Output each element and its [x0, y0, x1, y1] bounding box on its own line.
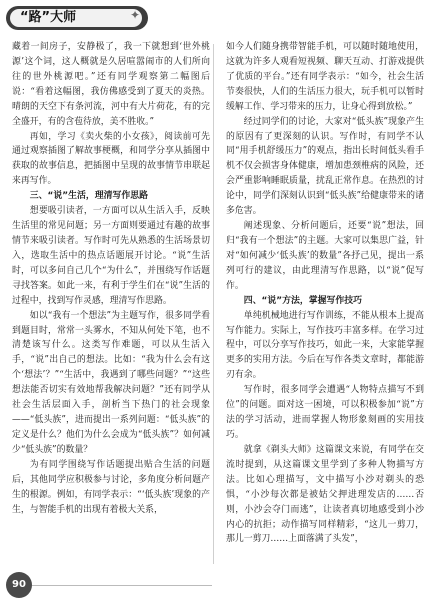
body-paragraph: 如今人们随身携带智能手机，可以随时随地使用，这就为许多人观看短视频、聊天互动、打游戏提供了优质的平台。”还有同学表示：“如今，社会生活节奏很快，人们的生活压力很大，玩手机可以暂时缓解工作、学习带来的压力，让身心得到放松。” — [226, 42, 424, 112]
body-paragraph: 如以“我有一个想法”为主题写作，很多同学看到题目时，常常一头雾水，不知从何处下笔，也不清楚该写什么。这类写作难题，可以从生活入手，“说”出自己的想法。比如：“我为什么会有这个‘想法’？”“生活中，我遇到了哪些问题？”“这些想法能否切实有效地帮我解决问题？”还有同学从社会生活层面入手，剖析当下热门的社会现象——“低头族”，进而提出一系列问题：“低头族”的定义是什么？他们为什么会成为“低头族”？如何减少“低头族”的数量？ — [12, 310, 210, 455]
page-number: 90 — [6, 572, 32, 598]
footer-rule — [32, 585, 212, 586]
right-text-column — [226, 40, 424, 547]
left-text-column — [12, 40, 210, 518]
body-paragraph: 写作时，很多同学会遭遇“人物特点描写不到位”的问题。面对这一困境，可以积极参加“说”方法的学习活动，进而掌握人物形象刻画的实用技巧。 — [226, 385, 424, 440]
body-paragraph: 就拿《剃头大师》这篇课文来说，有同学在交流时提到，从这篇课文里学到了多种人物描写方法。比如心理描写，文中描写小沙对剃头的恐惧，“小沙每次都是被姑父押进理发店的……否则，小沙会夺门而逃”，让读者真切地感受到小沙内心的抗拒；动作描写同样精彩，“这儿一剪刀，那儿一剪刀……上面落满了头发”， — [226, 444, 424, 545]
star-icon: ✦ — [129, 8, 140, 22]
section-heading: 三、“说”生活，理清写作思路 — [29, 191, 148, 202]
body-paragraph: 单纯机械地进行写作训练，不能从根本上提高写作能力。实际上，写作技巧丰富多样。在学习过程中，可以分享写作技巧，如此一来，大家能掌握更多的实用方法。今后在写作各类文章时，都能游刃有余。 — [226, 310, 424, 381]
body-paragraph: 阐述现象、分析问题后，还要“说”想法，回归“我有一个想法”的主题。大家可以集思广益，针对“如何减少‘低头族’的数量”各抒己见，提出一系列可行的建议，由此理清写作思路，以“说”促写作。 — [226, 221, 424, 291]
magazine-header — [6, 6, 156, 32]
body-paragraph: 藏着一间房子，安静极了，我一下就想到‘世外桃源’这个词，这人概就是久居喧嚣闹市的人们所向往的世外桃源吧。”还有同学观察第二幅图后说：“看着这幅图，我仿佛感受到了夏天的炎热。晴朗的天空下有条河流，河中有大片荷花，有的完全盛开，有的含苞待放，美不胜收。” — [12, 42, 210, 127]
body-paragraph: 为有同学围绕写作话题提出贴合生活的问题后，其他同学应积极参与讨论，多角度分析问题产生的根源。例如，有同学表示：“‘低头族’现象的产生，与智能手机的出现有着极大关系， — [12, 459, 210, 515]
body-paragraph: 再如，学习《卖火柴的小女孩》，阅读前可先通过观察插图了解故事梗概，和同学分享从插图中获取的故事信息，把插图中呈现的故事情节串联起来再写作。 — [12, 131, 210, 187]
body-paragraph: 经过同学们的讨论，大家对“低头族”现象产生的原因有了更深刻的认识。写作时，有同学不认同“用手机舒缓压力”的观点，指出长时间低头看手机不仅会损害身体健康，增加患颈椎病的风险，还会严重影响睡眠质量，扰乱正常作息。在热烈的讨论中，同学们深刻认识到“低头族”给健康带来的诸多危害。 — [226, 116, 424, 217]
column-logo-text: “路”大师 — [10, 9, 142, 27]
body-paragraph: 想要吸引读者，一方面可以从生活入手，反映生活里的常见问题；另一方面则要通过有趣的故事情节来吸引读者。写作时可先从熟悉的生活场景切入，选取生活中的热点话题展开讨论。“说”生活时，可以多问自己几个“为什么”，并围绕写作话题寻找答案。如此一来，有利于学生们在“说”生活的过程中，找到写作灵感，理清写作思路。 — [12, 206, 210, 306]
section-heading: 四、“说”方法，掌握写作技巧 — [243, 295, 362, 306]
column-logo — [6, 6, 148, 30]
column-divider — [213, 44, 214, 564]
